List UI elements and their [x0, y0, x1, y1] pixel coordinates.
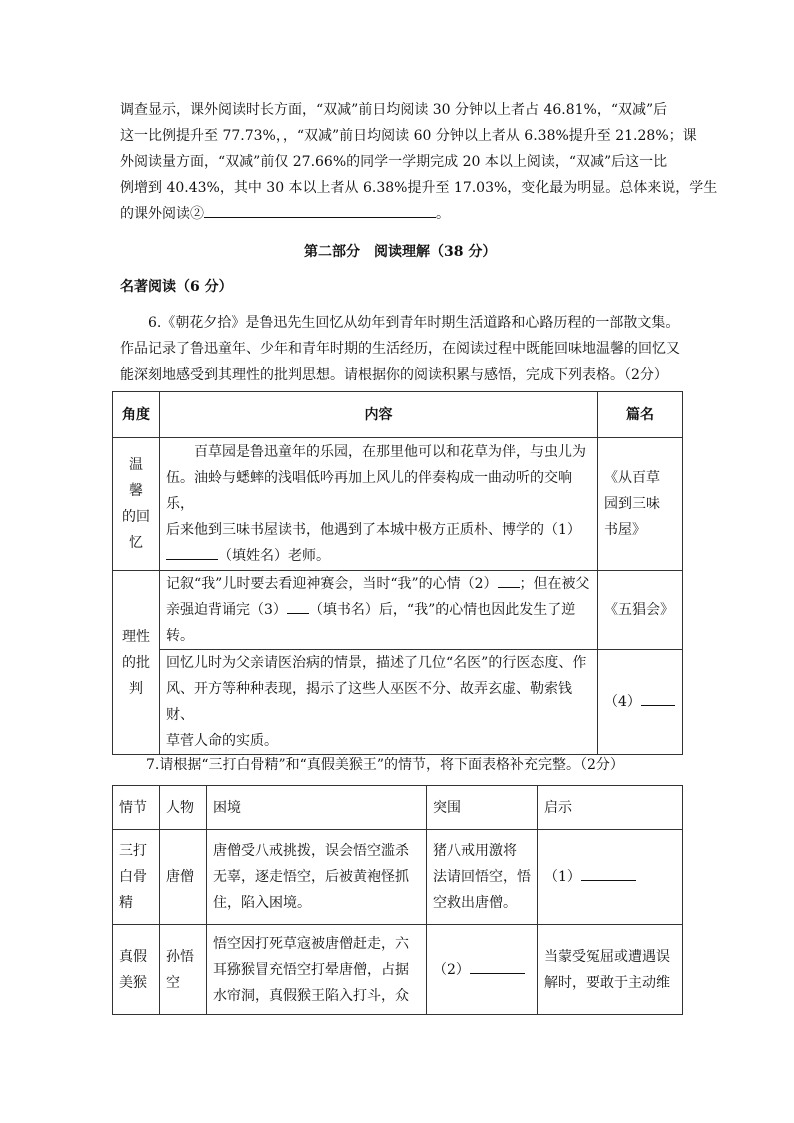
- content-line: 回忆儿时为父亲请医治病的情景，描述了几位“名医”的行医态度、作: [166, 655, 587, 671]
- header-content: 内容: [160, 392, 598, 438]
- angle-char: 的回: [122, 509, 150, 525]
- header-breakout: 突围: [427, 786, 538, 830]
- dilemma-cell: [207, 830, 427, 925]
- dilemma-line: 悟空因打死草寇被唐僧赶走，六: [213, 935, 409, 952]
- insight-line: 解时，要敢于主动维: [544, 974, 670, 991]
- content-prefix: 记叙“我”儿时要去看迎神赛会，当时“我”的心情（2）: [166, 576, 498, 592]
- q7-line: 7.请根据“三打白骨精”和“真假美猴王”的情节，将下面表格补充完整。（2分）: [146, 757, 624, 773]
- plot-line: 真假: [119, 948, 147, 965]
- person-line: 孙悟: [166, 948, 194, 965]
- content-suffix: （填书名）后，“我”的心情也因此发生了逆转。: [166, 602, 576, 644]
- dilemma-line: 住，陷入困境。: [213, 895, 311, 911]
- content-line: 百草园是鲁迅童年的乐园，在那里他可以和花草为伴，与虫儿为: [194, 444, 586, 460]
- plot-line: 三打: [119, 843, 147, 859]
- dilemma-line: 无辜，逐走悟空，后被黄袍怪抓: [213, 869, 409, 885]
- answer-blank-2[interactable]: [204, 202, 436, 218]
- insight-cell: [538, 830, 683, 925]
- answer-blank-2[interactable]: [498, 573, 520, 588]
- content-suffix: （填姓名）老师。: [218, 548, 330, 564]
- title-cell: 《五猖会》: [598, 571, 683, 650]
- angle-cell: [113, 438, 160, 571]
- title-line: 《从百草: [604, 470, 660, 486]
- title-cell: [598, 650, 683, 755]
- answer-blank-1[interactable]: [581, 866, 636, 881]
- answer-blank-4[interactable]: [641, 691, 675, 706]
- header-angle: 角度: [113, 392, 160, 438]
- answer-label-2: （2）: [433, 961, 470, 978]
- dilemma-line: 唐僧受八戒挑拨，误会悟空滥杀: [213, 843, 409, 859]
- table-row: [113, 650, 683, 755]
- content-line: 草菅人命的实质。: [166, 733, 278, 749]
- header-title: 篇名: [598, 392, 683, 438]
- content-line: 伍。油蛉与蟋蟀的浅唱低吟再加上风儿的伴奏构成一曲动听的交响乐，: [166, 470, 572, 512]
- breakout-line: 空救出唐僧。: [433, 895, 517, 911]
- header-dilemma: 困境: [207, 786, 427, 830]
- content-line: 风、开方等种种表现，揭示了这些人巫医不分、故弄玄虚、勒索钱财、: [166, 681, 572, 723]
- insight-line: 当蒙受冤屈或遭遇误: [544, 948, 670, 965]
- plot-cell: [113, 830, 160, 925]
- intro-line: 外阅读量方面，“双减”前仅 27.66%的同学一学期完成 20 本以上阅读，“双减”后这一比: [120, 154, 668, 170]
- section-heading: 名著阅读（6 分）: [120, 279, 233, 295]
- title-cell: [598, 438, 683, 571]
- table-chaohua: [112, 391, 683, 755]
- dilemma-line: 水帘洞，真假猴王陷入打斗，众: [213, 987, 409, 1004]
- table-row: [113, 925, 683, 1015]
- angle-char: 的批: [122, 654, 150, 671]
- plot-line: 美猴: [119, 974, 147, 991]
- breakout-line: 法请回悟空，悟: [433, 869, 531, 885]
- table-header-row: [113, 786, 683, 830]
- title-line: 书屋》: [604, 522, 646, 538]
- question-7: [146, 752, 686, 778]
- q6-line: 作品记录了鲁迅童年、少年和青年时期的生活经历，在阅读过程中既能回味地温馨的回忆又: [120, 341, 680, 357]
- angle-cell: [113, 571, 160, 755]
- question-6: [120, 310, 680, 388]
- header-insight: 启示: [538, 786, 683, 830]
- angle-char: 判: [129, 680, 143, 697]
- content-cell: [160, 438, 598, 571]
- breakout-line: 猪八戒用激将: [433, 843, 517, 859]
- breakout-cell: [427, 925, 538, 1015]
- intro-line: 调查显示，课外阅读时长方面，“双减”前日均阅读 30 分钟以上者占 46.81%，“双减”后: [120, 102, 668, 118]
- angle-char: 馨: [129, 483, 143, 499]
- title-line: 园到三味: [604, 496, 660, 512]
- table-header-row: [113, 392, 683, 438]
- breakout-cell: [427, 830, 538, 925]
- content-line: [166, 597, 591, 649]
- intro-paragraph: [120, 97, 718, 227]
- intro-line: 例增到 40.43%，其中 30 本以上者从 6.38%提升至 17.03%，变化最为明显。总体来说，学生: [120, 180, 718, 196]
- plot-line: 白骨: [119, 869, 147, 885]
- content-line: 后来他到三味书屋读书，他遇到了本城中极方正质朴、博学的（1）: [166, 522, 581, 538]
- content-line: [166, 543, 591, 569]
- person-line: 空: [166, 974, 180, 991]
- dilemma-line: 耳猕猴冒充悟空打晕唐僧，占据: [213, 961, 409, 978]
- insight-cell: [538, 925, 683, 1015]
- angle-char: 温: [129, 457, 143, 473]
- answer-label-4: （4）: [604, 694, 641, 710]
- dilemma-cell: [207, 925, 427, 1015]
- table-row: [113, 438, 683, 571]
- intro-line-prefix: 的课外阅读②: [120, 206, 204, 222]
- person-cell: 唐僧: [160, 830, 207, 925]
- content-suffix: ；但在被父: [519, 576, 590, 592]
- answer-blank-2[interactable]: [470, 959, 525, 974]
- angle-char: 理性: [122, 628, 150, 645]
- person-cell: [160, 925, 207, 1015]
- header-plot: 情节: [113, 786, 160, 830]
- part2-title: 第二部分 阅读理解（38 分）: [304, 244, 497, 260]
- plot-cell: [113, 925, 160, 1015]
- intro-line: [120, 201, 680, 227]
- table-xiyouji: [112, 785, 683, 1015]
- answer-label-1: （1）: [544, 869, 581, 885]
- q6-line: 6.《朝花夕拾》是鲁迅先生回忆从幼年到青年时期生活道路和心路历程的一部散文集。: [148, 315, 680, 331]
- intro-line: 这一比例提升至 77.73%，，“双减”前日均阅读 60 分钟以上者从 6.38%提升至 21.28%；课: [120, 128, 697, 144]
- answer-blank-3[interactable]: [287, 599, 309, 614]
- plot-line: 精: [119, 895, 133, 911]
- table-row: [113, 571, 683, 650]
- content-cell: [160, 571, 598, 650]
- answer-blank-1[interactable]: [166, 545, 218, 560]
- content-line: [166, 571, 591, 597]
- q6-line: 能深刻地感受到其理性的批判思想。请根据你的阅读积累与感悟，完成下列表格。（2分）: [120, 367, 668, 383]
- content-cell: [160, 650, 598, 755]
- intro-line-suffix: 。: [436, 206, 450, 222]
- header-person: 人物: [160, 786, 207, 830]
- content-prefix: 亲强迫背诵完（3）: [166, 602, 287, 618]
- table-row: [113, 830, 683, 925]
- angle-char: 忆: [129, 535, 143, 551]
